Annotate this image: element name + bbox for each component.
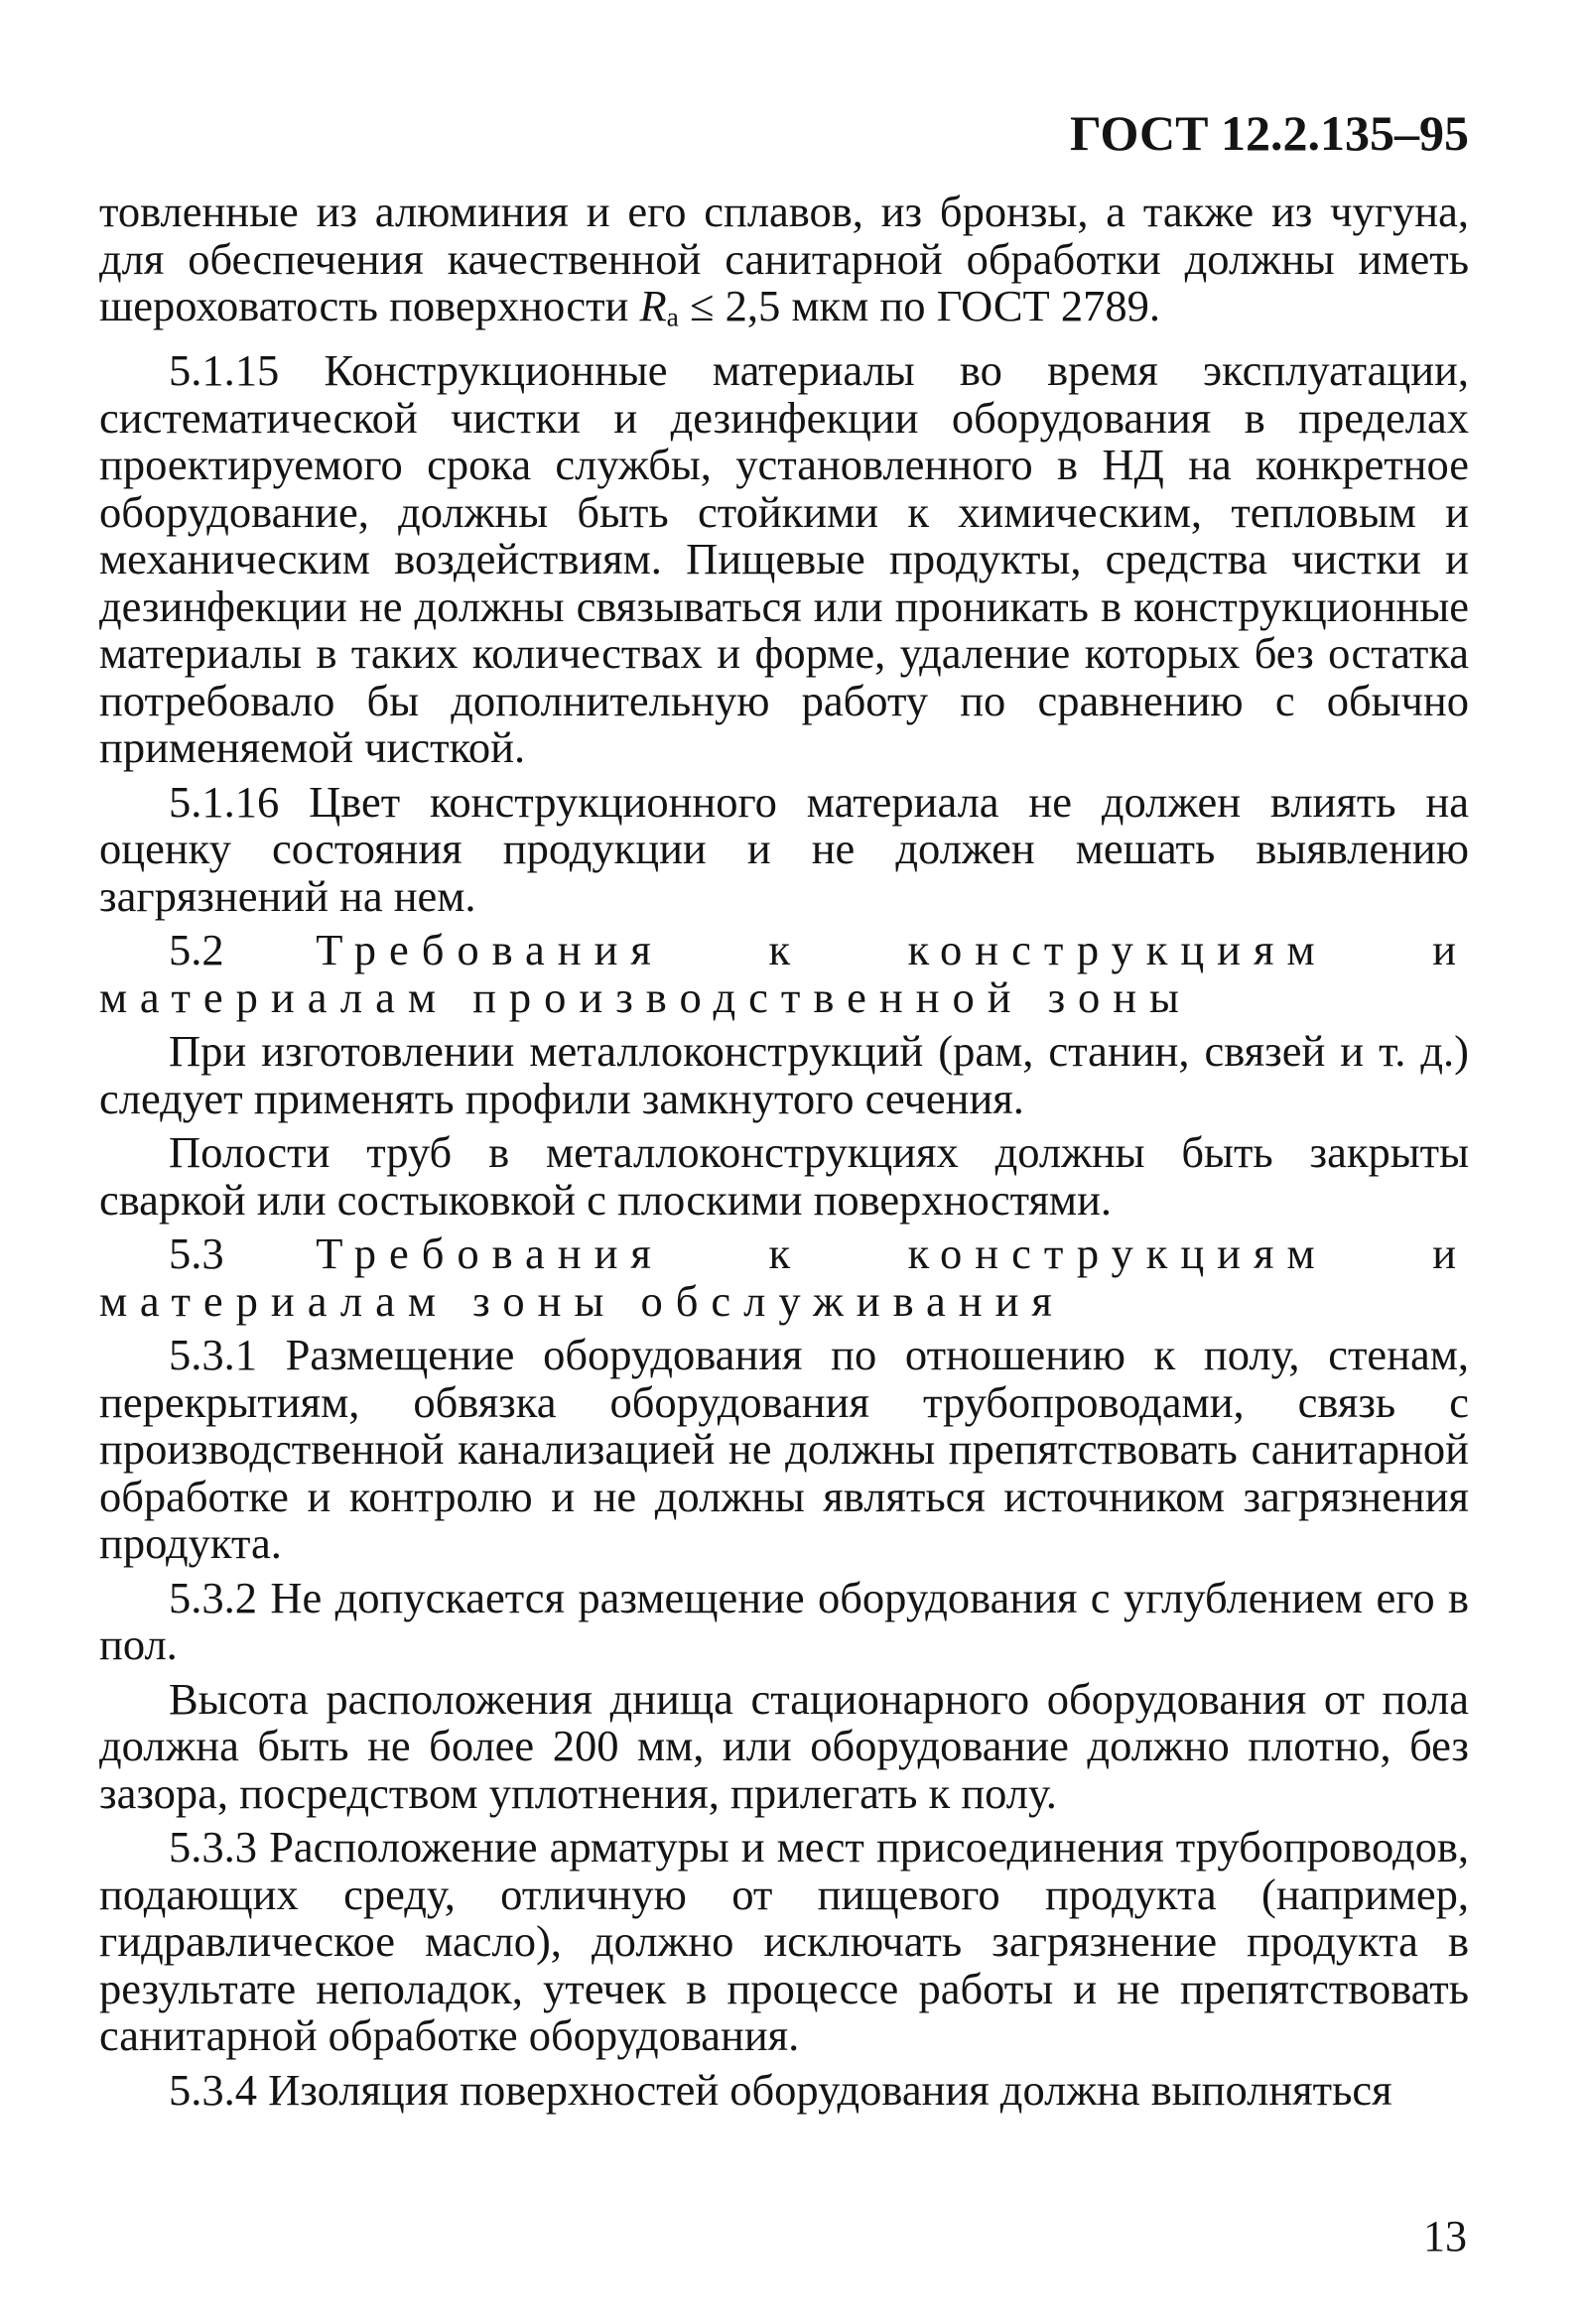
paragraph-pipe-cavities: Полости труб в металлоконструкциях должны быть закрыты сваркой или состыковкой с плоскими поверхностями. (99, 1127, 1469, 1225)
paragraph-bottom-height: Высота расположения днища стационарного оборудования от пола должна быть не более 200 мм, или оборудование должно плотно, без зазора, посредством уплотнения, прилегать к полу. (99, 1673, 1469, 1818)
standard-header: ГОСТ 12.2.135–95 (1069, 105, 1469, 161)
clause-5-1-15: 5.1.15 Конструкционные материалы во время эксплуатации, систематической чистки и дезинфекции оборудования в пределах проектируемого срока службы, установленного в НД на конкретное оборудование, должны быть стойкими к химическим, тепловым и механическим воздействиям. Пищевые продукты, средства чистки и дезинфекции не должны связываться или проникать в конструкционные материалы в таких количествах и форме, удаление которых без остатка потребовало бы дополнительную работу по сравнению с обычно применяемой чисткой. (99, 345, 1469, 773)
page-number: 13 (1423, 2212, 1467, 2260)
paragraph-metal-structures: При изготовлении металлоконструкций (рам, станин, связей и т. д.) следует применять профили замкнутого сечения. (99, 1026, 1469, 1123)
clause-5-3-3: 5.3.3 Расположение арматуры и мест присоединения трубопроводов, подающих среду, отличную от пищевого продукта (например, гидравлическое масло), должно исключать загрязнение продукта в результате неполадок, утечек в процессе работы и не препятствовать санитарной обработке оборудования. (99, 1822, 1469, 2061)
paragraph-continuation (99, 189, 1469, 340)
section-number: 5.2 (169, 925, 224, 975)
section-title: Требования к конструкциям и материалам зоны обслуживания (99, 1228, 1470, 1326)
page-body (99, 189, 1469, 2114)
roughness-subscript: a (666, 301, 679, 332)
clause-5-1-16: 5.1.16 Цвет конструкционного материала не должен влиять на оценку состояния продукции и не должен мешать выявлению загрязнений на нем. (99, 776, 1469, 921)
section-title: Требования к конструкциям и материалам производственной зоны (99, 925, 1470, 1022)
paragraph-text-after: ≤ 2,5 мкм по ГОСТ 2789. (678, 281, 1160, 330)
section-number: 5.3 (169, 1228, 224, 1279)
paragraph-text: товленные из алюминия и его сплавов, из бронзы, а также из чугуна, для обеспечения качественной санитарной обработки должны иметь шероховатость поверхности (99, 187, 1469, 330)
clause-5-3-4: 5.3.4 Изоляция поверхностей оборудования должна выполняться (169, 2064, 1392, 2115)
clause-5-3-2: 5.3.2 Не допускается размещение оборудования с углублением его в пол. (99, 1572, 1469, 1670)
section-heading-5-3 (99, 1230, 1469, 1325)
roughness-symbol: R (639, 281, 667, 330)
section-heading-5-2 (99, 927, 1469, 1021)
clause-5-3-1: 5.3.1 Размещение оборудования по отношению к полу, стенам, перекрытиям, обвязка оборудования трубопроводами, связь с производственной канализацией не должны препятствовать санитарной обработке и контролю и не должны являться источником загрязнения продукта. (99, 1330, 1469, 1569)
